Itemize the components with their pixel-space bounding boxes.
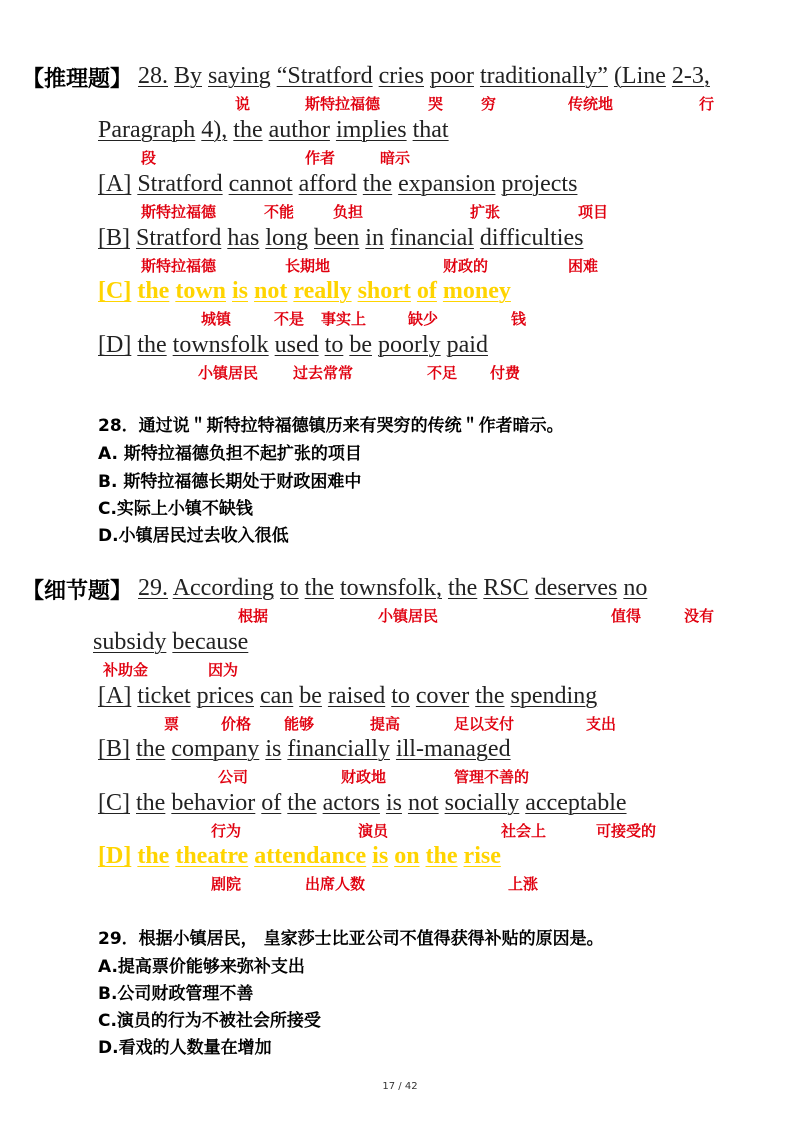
gloss-word: 社会上 [501,822,547,840]
gloss-word: 穷 [481,95,497,113]
option-word: in [365,225,384,251]
option-word: to [391,683,410,709]
option-word: on [394,843,420,869]
gloss-word: 斯特拉福德 [141,203,217,221]
gloss-word: 付费 [490,364,521,382]
gloss-word: 扩张 [470,203,501,221]
option-word: [A] [98,171,132,197]
question-29-option-b[interactable] [98,735,511,763]
question-28-stem-line-1 [138,62,710,90]
question-28-option-a[interactable] [98,170,577,198]
gloss-word: 支出 [586,715,617,733]
option-word: [D] [98,843,132,869]
question-28-translation-b: B. 斯特拉福德长期处于财政困难中 [98,472,362,492]
option-word: long [265,225,308,251]
gloss-word: 哭 [428,95,444,113]
stem-word: the [304,575,334,601]
option-word: actors [322,790,380,816]
stem-word: “Stratford [276,63,373,89]
gloss-word: 票 [164,715,180,733]
question-29-option-c-gloss [0,820,800,844]
option-word: be [349,332,372,358]
gloss-word: 足以支付 [454,715,515,733]
gloss-word: 负担 [333,203,364,221]
option-word: [B] [98,225,130,251]
option-word: has [227,225,260,251]
question-29-translation-d: D.看戏的人数量在增加 [98,1038,272,1058]
stem-word: implies [335,117,407,143]
option-word: be [299,683,322,709]
option-word: the [137,843,170,869]
option-word: cannot [228,171,293,197]
question-29-stem-gloss-1 [0,605,800,629]
stem-word: subsidy [93,629,167,655]
option-word: socially [444,790,520,816]
option-word: townsfolk [172,332,269,358]
gloss-word: 过去常常 [293,364,354,382]
option-word: cover [415,683,470,709]
gloss-word: 斯特拉福德 [141,257,217,275]
option-word: ticket [137,683,191,709]
option-word: the [475,683,505,709]
question-28-option-b-gloss [0,255,800,279]
question-28-stem-line-2 [98,116,449,144]
question-28-translation-d: D.小镇居民过去收入很低 [98,526,289,546]
option-word: short [357,278,411,304]
stem-word: traditionally” [479,63,608,89]
gloss-word: 不足 [427,364,458,382]
option-word: rise [463,843,501,869]
gloss-word: 根据 [238,607,269,625]
page-number: 17 / 42 [382,1081,418,1092]
option-word: difficulties [479,225,584,251]
option-word: the [137,278,170,304]
stem-word: 2-3, [671,63,710,89]
option-word: theatre [175,843,249,869]
stem-word: Paragraph [98,117,196,143]
option-word: [B] [98,736,130,762]
question-28-translation-a: A. 斯特拉福德负担不起扩张的项目 [98,444,362,464]
option-word: of [261,790,282,816]
stem-word: poor [429,63,474,89]
question-29-type-tag: 【细节题】 [22,579,133,604]
option-word: the [287,790,317,816]
option-word: [C] [98,790,130,816]
option-word: attendance [254,843,367,869]
question-29-stem-line-1 [138,574,647,602]
gloss-word: 说 [235,95,251,113]
option-word: [D] [98,332,132,358]
option-word: been [313,225,360,251]
option-word: expansion [398,171,496,197]
option-word: to [324,332,344,358]
question-29-stem-gloss-2 [0,659,800,683]
question-28-option-d-gloss [0,362,800,386]
gloss-word: 缺少 [408,310,439,328]
gloss-word: 段 [141,149,157,167]
stem-word: the [447,575,478,601]
option-word: of [416,278,437,304]
option-word: not [407,790,439,816]
gloss-word: 财政地 [341,768,387,786]
gloss-word: 值得 [611,607,642,625]
option-word: is [265,736,282,762]
question-28-stem-gloss-1 [0,93,800,117]
stem-word: author [268,117,330,143]
question-28-translation-c: C.实际上小镇不缺钱 [98,499,253,519]
gloss-word: 剧院 [211,875,242,893]
option-word: projects [501,171,578,197]
gloss-word: 管理不善的 [454,768,530,786]
stem-word: the [233,117,263,143]
stem-word: 4), [201,117,228,143]
option-word: raised [327,683,386,709]
gloss-word: 出席人数 [305,875,366,893]
gloss-word: 困难 [568,257,599,275]
option-word: poorly [377,332,441,358]
gloss-word: 小镇居民 [378,607,439,625]
question-29-translation-c: C.演员的行为不被社会所接受 [98,1011,321,1031]
gloss-word: 事实上 [321,310,367,328]
option-word: not [254,278,288,304]
option-word: behavior [171,790,256,816]
gloss-word: 暗示 [380,149,411,167]
option-word: spending [510,683,598,709]
gloss-word: 公司 [218,768,249,786]
gloss-word: 钱 [511,310,527,328]
question-28-option-b[interactable] [98,224,583,252]
option-word: financially [287,736,390,762]
gloss-word: 不是 [274,310,305,328]
option-word: the [137,332,167,358]
stem-word: According [172,575,274,601]
option-word: paid [446,332,488,358]
gloss-word: 可接受的 [596,822,657,840]
option-word: really [293,278,352,304]
stem-word: because [172,629,249,655]
option-word: [A] [98,683,132,709]
stem-word: saying [208,63,271,89]
gloss-word: 行 [699,95,715,113]
question-28-option-d[interactable] [98,331,488,359]
stem-word: cries [378,63,424,89]
option-word: Stratford [136,225,222,251]
stem-word: By [174,63,203,89]
stem-word: no [623,575,648,601]
option-word: Stratford [137,171,223,197]
gloss-word: 价格 [221,715,252,733]
gloss-word: 因为 [208,661,239,679]
option-word: the [136,790,166,816]
question-29-option-d-gloss [0,873,800,897]
option-word: prices [196,683,254,709]
option-word: company [171,736,260,762]
option-word: ill-managed [395,736,511,762]
option-word: acceptable [525,790,627,816]
question-29-translation-a: A.提高票价能够来弥补支出 [98,957,305,977]
option-word: is [232,278,249,304]
gloss-word: 城镇 [201,310,232,328]
gloss-word: 传统地 [568,95,614,113]
stem-word: 29. [138,575,168,601]
stem-word: RSC [483,575,529,601]
stem-word: townsfolk, [339,575,442,601]
gloss-word: 能够 [284,715,315,733]
option-word: town [175,278,226,304]
gloss-word: 行为 [211,822,242,840]
option-word: is [385,790,402,816]
option-word: the [362,171,393,197]
gloss-word: 项目 [578,203,609,221]
gloss-word: 作者 [305,149,336,167]
gloss-word: 没有 [684,607,715,625]
question-29-option-b-gloss [0,766,800,790]
option-word: can [259,683,294,709]
option-word: money [442,278,511,304]
gloss-word: 财政的 [443,257,489,275]
question-28-option-c-gloss [0,308,800,332]
question-28-option-a-gloss [0,201,800,225]
gloss-word: 斯特拉福德 [305,95,381,113]
question-28-type-tag: 【推理题】 [22,67,133,92]
option-word: afford [298,171,357,197]
question-28-stem-gloss-2 [0,147,800,171]
gloss-word: 提高 [370,715,401,733]
option-word: the [136,736,166,762]
gloss-word: 上涨 [508,875,539,893]
question-29-option-a-gloss [0,713,800,737]
question-29-stem-line-2 [93,628,248,656]
question-28-translation-stem: 28．通过说＂斯特拉特福德镇历来有哭穷的传统＂作者暗示。 [98,416,564,436]
stem-word: (Line [613,63,666,89]
gloss-word: 小镇居民 [198,364,259,382]
question-29-option-d-correct[interactable] [98,842,501,870]
gloss-word: 长期地 [285,257,331,275]
option-word: [C] [98,278,132,304]
stem-word: to [279,575,299,601]
option-word: the [425,843,458,869]
option-word: is [372,843,389,869]
question-28-option-c-correct[interactable] [98,277,511,305]
question-29-translation-stem: 29．根据小镇居民， 皇家莎士比亚公司不值得获得补贴的原因是。 [98,929,604,949]
stem-word: that [412,117,449,143]
option-word: used [274,332,319,358]
gloss-word: 补助金 [103,661,149,679]
question-29-option-a[interactable] [98,682,597,710]
question-29-translation-b: B.公司财政管理不善 [98,984,254,1004]
gloss-word: 演员 [358,822,389,840]
question-29-option-c[interactable] [98,789,627,817]
option-word: financial [389,225,474,251]
stem-word: deserves [534,575,618,601]
gloss-word: 不能 [264,203,295,221]
stem-word: 28. [138,63,168,89]
